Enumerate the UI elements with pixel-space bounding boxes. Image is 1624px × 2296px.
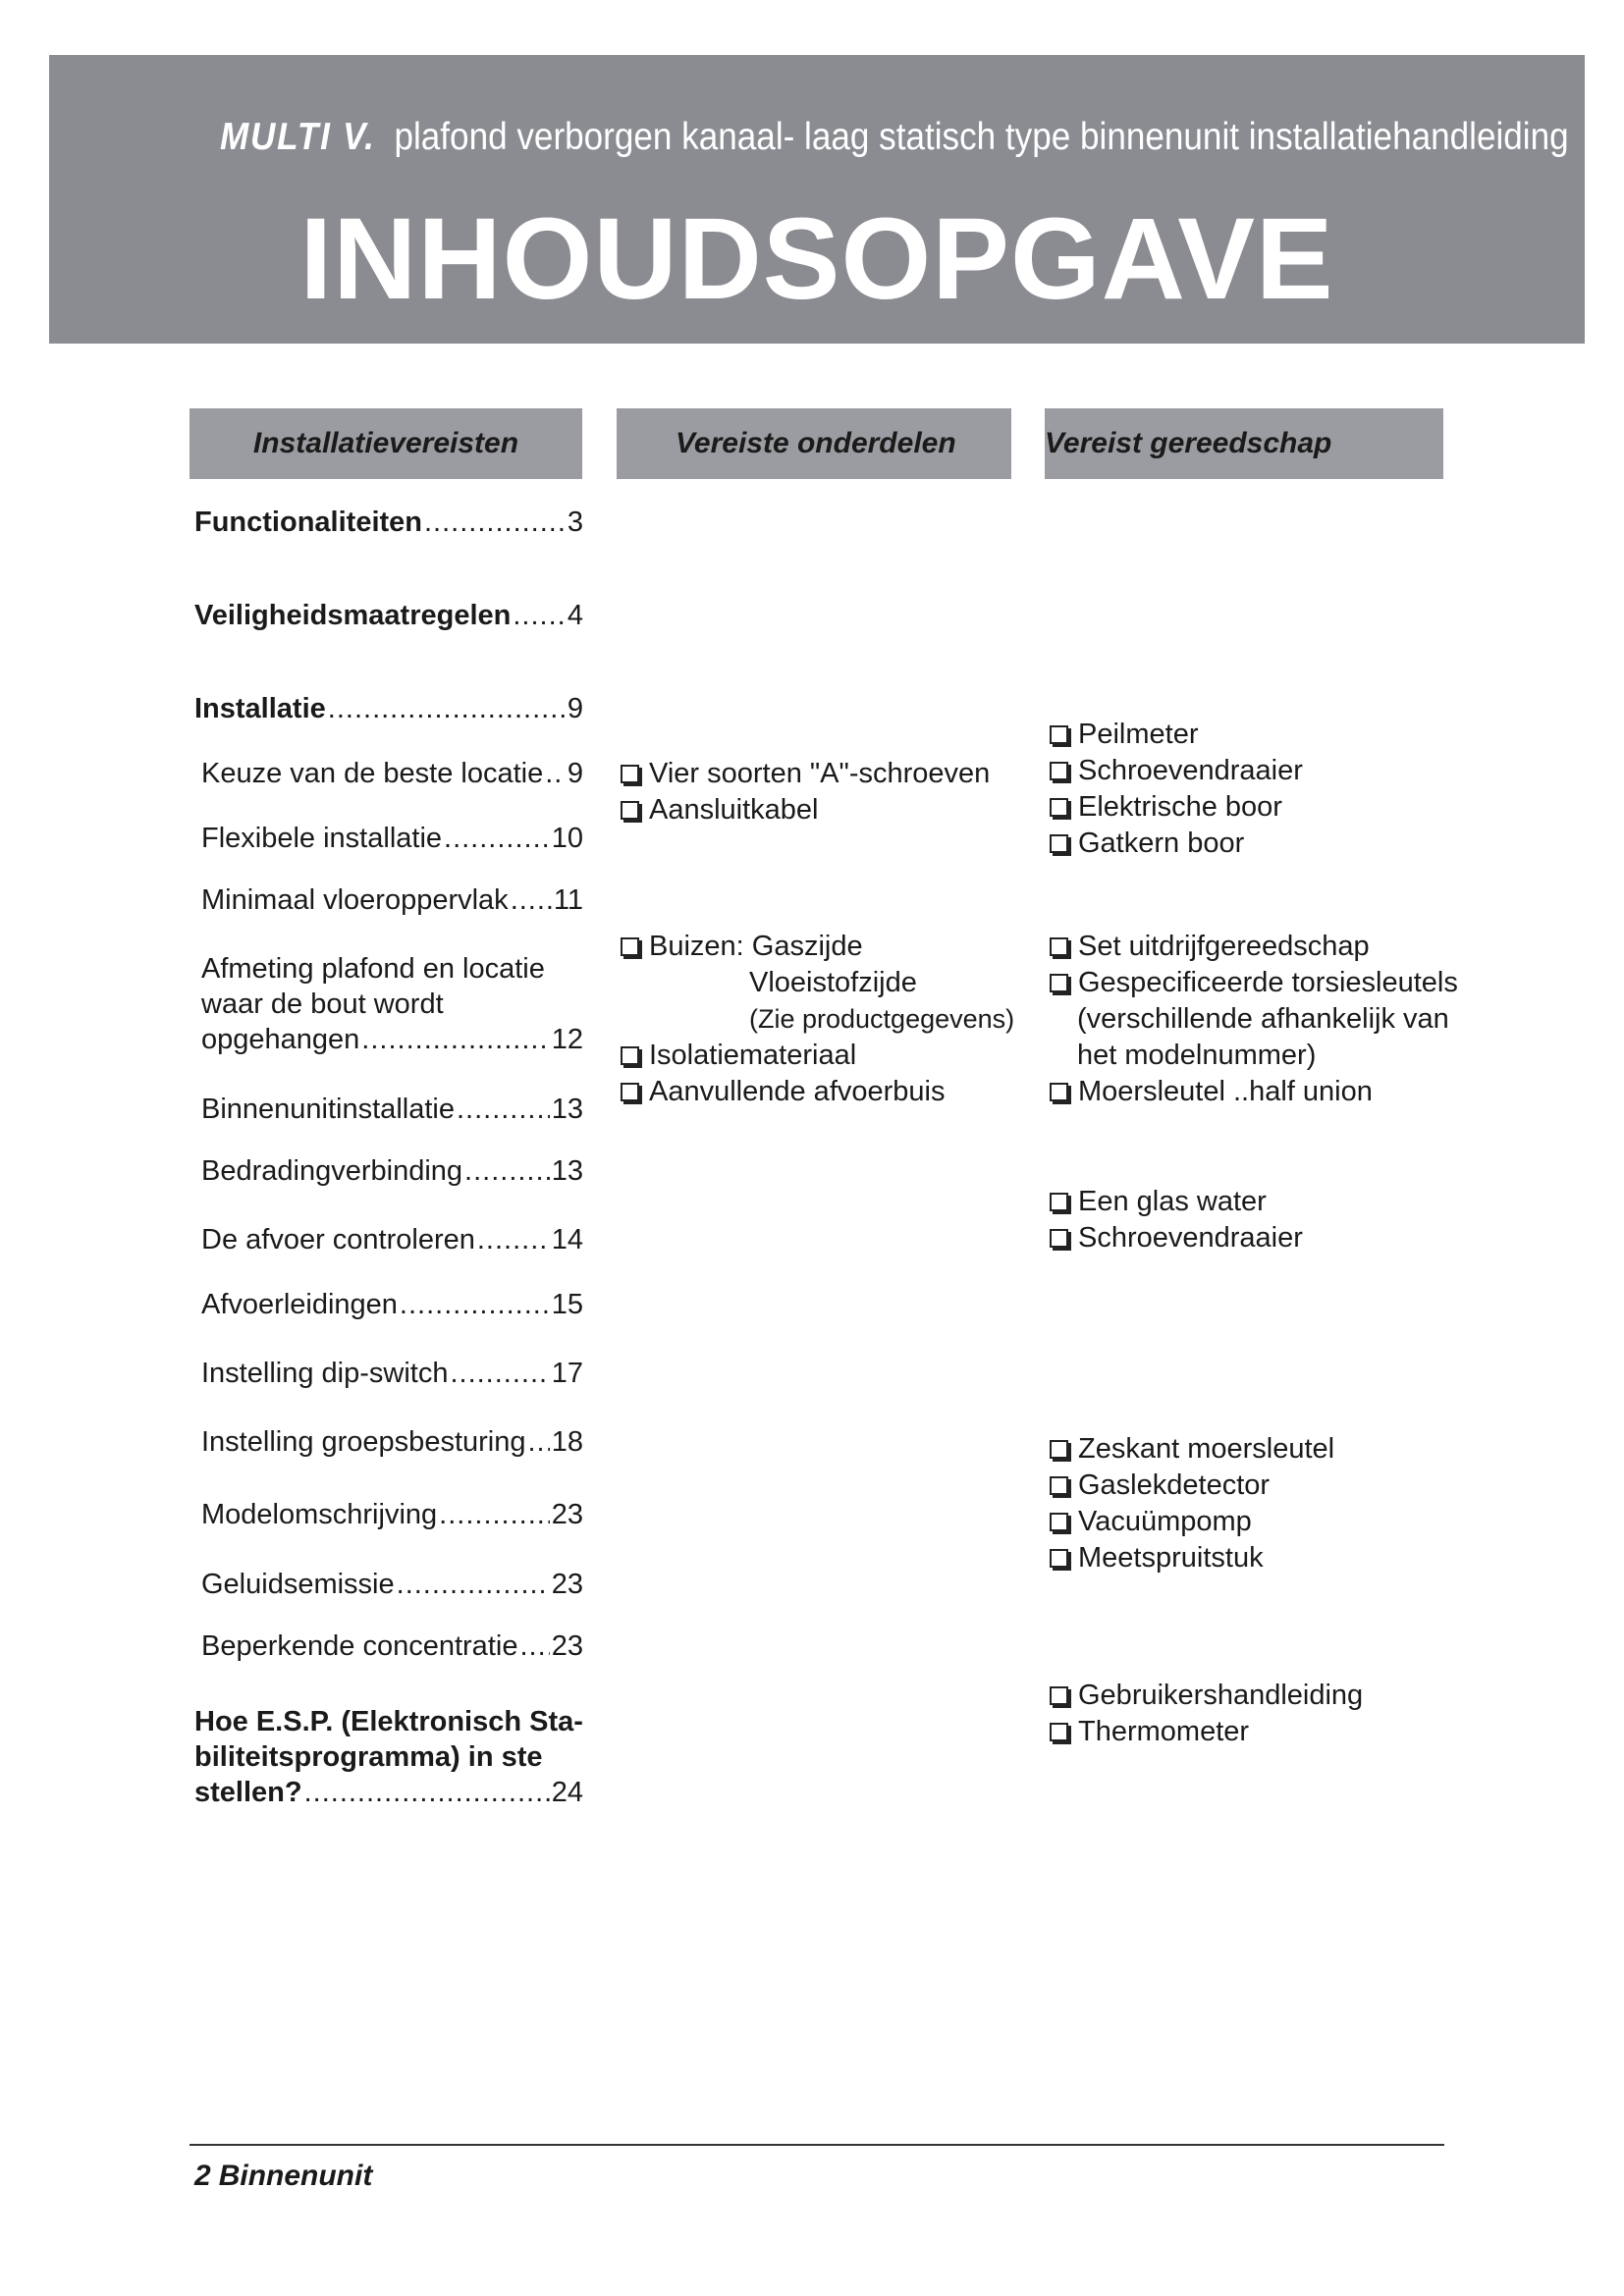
toc-label: Instelling groepsbesturing bbox=[201, 1426, 526, 1458]
toc-entry[interactable] bbox=[194, 951, 583, 1057]
toc-label: Beperkende concentratie bbox=[201, 1630, 518, 1662]
checkbox-icon bbox=[1050, 834, 1068, 853]
toc-entry[interactable] bbox=[194, 882, 583, 918]
checkbox-icon bbox=[1050, 1549, 1068, 1568]
checkbox-icon bbox=[1050, 937, 1068, 956]
list-item-note: het modelnummer) bbox=[1077, 1040, 1317, 1071]
page-number: 2 bbox=[194, 2160, 211, 2192]
toc-label: Functionaliteiten bbox=[194, 507, 422, 538]
list-item: Gebruikershandleiding bbox=[1078, 1680, 1364, 1711]
toc-entry[interactable] bbox=[194, 691, 583, 726]
checkbox-icon bbox=[1050, 1440, 1068, 1459]
toc-label: Veiligheidsmaatregelen bbox=[194, 600, 512, 631]
toc-label-line: Afmeting plafond en locatie bbox=[201, 953, 545, 985]
parts-group-pipes bbox=[621, 929, 1014, 1110]
header-subtitle-line bbox=[220, 116, 1569, 159]
footer bbox=[194, 2160, 372, 2193]
checkbox-icon bbox=[1050, 1723, 1068, 1741]
header-subtitle: plafond verborgen kanaal- laag statisch type binnenunit installatiehandleiding bbox=[394, 116, 1569, 158]
toc-entry[interactable] bbox=[194, 1153, 583, 1189]
toc-entry[interactable] bbox=[194, 505, 583, 540]
list-item: Aansluitkabel bbox=[649, 794, 819, 826]
toc-page: 18 bbox=[551, 1426, 583, 1458]
parts-group-screws bbox=[621, 756, 990, 828]
list-item: Thermometer bbox=[1078, 1716, 1250, 1747]
toc-label: Afvoerleidingen bbox=[201, 1289, 398, 1320]
toc-entry[interactable] bbox=[194, 1092, 583, 1127]
toc-page: 24 bbox=[551, 1777, 583, 1808]
list-item-note: (verschillende afhankelijk van bbox=[1077, 1003, 1449, 1035]
toc-page: 23 bbox=[551, 1569, 583, 1600]
tools-group-test bbox=[1050, 1431, 1334, 1576]
toc-entry[interactable] bbox=[194, 1287, 583, 1322]
checkbox-icon bbox=[621, 1083, 639, 1101]
toc-entry[interactable] bbox=[194, 1222, 583, 1257]
checkbox-icon bbox=[1050, 1083, 1068, 1101]
list-item: Moersleutel ..half union bbox=[1078, 1076, 1373, 1107]
page-title: INHOUDSOPGAVE bbox=[299, 194, 1334, 324]
toc-entry[interactable] bbox=[194, 1704, 583, 1810]
list-item: Peilmeter bbox=[1078, 719, 1199, 750]
list-item: Elektrische boor bbox=[1078, 791, 1282, 823]
toc-entry[interactable] bbox=[194, 1567, 583, 1602]
tools-group-flaring bbox=[1050, 929, 1458, 1110]
list-item: Aanvullende afvoerbuis bbox=[649, 1076, 946, 1107]
toc-label-line: stellen? bbox=[194, 1777, 302, 1808]
toc-label: Bedradingverbinding bbox=[201, 1155, 463, 1187]
list-item: Set uitdrijfgereedschap bbox=[1078, 931, 1370, 962]
toc-entry[interactable] bbox=[194, 1497, 583, 1532]
toc-page: 15 bbox=[551, 1289, 583, 1320]
toc-label-line: waar de bout wordt bbox=[201, 988, 444, 1020]
list-item: Vier soorten "A"-schroeven bbox=[649, 758, 991, 789]
checkbox-icon bbox=[1050, 798, 1068, 817]
header-banner bbox=[49, 55, 1585, 344]
toc-page: 3 bbox=[567, 507, 583, 538]
list-item: Schroevendraaier bbox=[1078, 1222, 1303, 1254]
list-item: Vacuümpomp bbox=[1078, 1506, 1252, 1537]
checkbox-icon bbox=[1050, 725, 1068, 744]
column-header-parts-label: Vereiste onderdelen bbox=[676, 427, 956, 459]
toc-entry[interactable] bbox=[194, 1356, 583, 1391]
toc-entry[interactable] bbox=[194, 598, 583, 633]
toc-page: 11 bbox=[553, 884, 583, 916]
list-item: Zeskant moersleutel bbox=[1078, 1433, 1335, 1465]
list-item-note: (Zie productgegevens) bbox=[749, 1004, 1015, 1034]
toc-page: 4 bbox=[567, 600, 583, 631]
footer-label: Binnenunit bbox=[218, 2160, 373, 2192]
checkbox-icon bbox=[621, 1046, 639, 1065]
toc-page: 9 bbox=[567, 758, 583, 789]
list-item: Een glas water bbox=[1078, 1186, 1267, 1217]
toc-entry[interactable] bbox=[194, 756, 583, 791]
toc-label: Installatie bbox=[194, 693, 326, 724]
multi-v-logo: MULTI V. bbox=[220, 116, 376, 158]
list-item: Isolatiemateriaal bbox=[649, 1040, 857, 1071]
list-item: Meetspruitstuk bbox=[1078, 1542, 1264, 1574]
checkbox-icon bbox=[1050, 1513, 1068, 1531]
toc-page: 13 bbox=[551, 1155, 583, 1187]
list-item: Buizen: Gaszijde bbox=[649, 931, 863, 962]
column-header-tools-label: Vereist gereedschap bbox=[1045, 427, 1332, 459]
toc-label: Minimaal vloeroppervlak bbox=[201, 884, 509, 916]
toc-label: Modelomschrijving bbox=[201, 1499, 438, 1530]
checkbox-icon bbox=[621, 937, 639, 956]
toc-label-line: biliteitsprogramma) in ste bbox=[194, 1741, 543, 1773]
toc-label: Instelling dip-switch bbox=[201, 1358, 449, 1389]
toc-page: 13 bbox=[551, 1094, 583, 1125]
column-header-parts bbox=[617, 408, 1011, 479]
toc-page: 12 bbox=[551, 1024, 583, 1055]
checkbox-icon bbox=[621, 765, 639, 783]
column-header-tools bbox=[1045, 408, 1443, 479]
toc-entry[interactable] bbox=[194, 821, 583, 856]
toc-label-line: Hoe E.S.P. (Elektronisch Sta- bbox=[194, 1706, 583, 1737]
checkbox-icon bbox=[1050, 1229, 1068, 1248]
toc-page: 23 bbox=[551, 1499, 583, 1530]
toc-label: Binnenunitinstallatie bbox=[201, 1094, 455, 1125]
toc-page: 14 bbox=[551, 1224, 583, 1255]
list-item: Schroevendraaier bbox=[1078, 755, 1303, 786]
toc-entry[interactable] bbox=[194, 1629, 583, 1664]
column-header-installation bbox=[189, 408, 582, 479]
toc-label: Flexibele installatie bbox=[201, 823, 443, 854]
tools-group-manual bbox=[1050, 1678, 1363, 1750]
list-item: Gespecificeerde torsiesleutels bbox=[1078, 967, 1458, 998]
toc-label: Geluidsemissie bbox=[201, 1569, 395, 1600]
tools-group-drain bbox=[1050, 1184, 1303, 1256]
list-item: Gaslekdetector bbox=[1078, 1469, 1271, 1501]
list-item: Gatkern boor bbox=[1078, 828, 1245, 859]
toc-page: 17 bbox=[551, 1358, 583, 1389]
toc-label: Keuze van de beste locatie bbox=[201, 758, 544, 789]
checkbox-icon bbox=[621, 801, 639, 820]
toc-label-line: opgehangen bbox=[201, 1024, 360, 1055]
checkbox-icon bbox=[1050, 1686, 1068, 1705]
footer-divider bbox=[189, 2144, 1444, 2146]
toc-page: 10 bbox=[551, 823, 583, 854]
checkbox-icon bbox=[1050, 762, 1068, 780]
column-header-installation-label: Installatievereisten bbox=[252, 427, 519, 459]
checkbox-icon bbox=[1050, 1476, 1068, 1495]
tools-group-basic bbox=[1050, 717, 1303, 862]
toc-page: 9 bbox=[567, 693, 583, 724]
toc-page: 23 bbox=[551, 1630, 583, 1662]
toc-label: De afvoer controleren bbox=[201, 1224, 475, 1255]
toc-entry[interactable] bbox=[194, 1424, 583, 1460]
checkbox-icon bbox=[1050, 974, 1068, 992]
checkbox-icon bbox=[1050, 1193, 1068, 1211]
list-item: Vloeistofzijde bbox=[749, 967, 917, 998]
